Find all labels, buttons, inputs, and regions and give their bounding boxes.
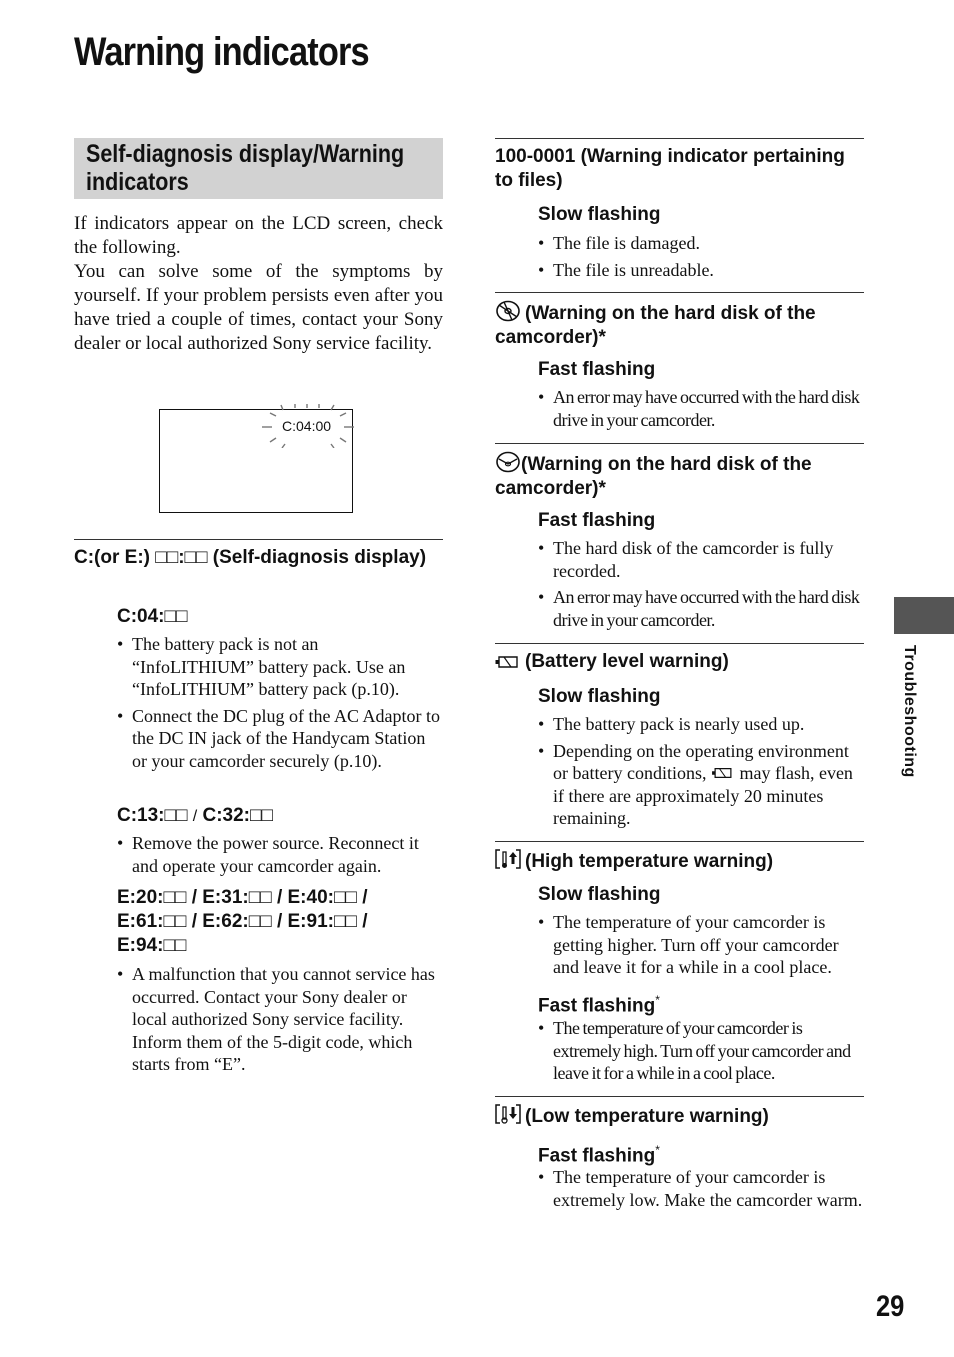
divider — [495, 443, 864, 444]
high-temperature-heading — [495, 848, 864, 874]
e-codes-label — [117, 886, 447, 958]
c13-bullets — [117, 832, 443, 881]
low-temp-fast-label: Fast flashing — [538, 1145, 656, 1167]
high-temperature-icon — [495, 848, 521, 870]
list-item: • The file is damaged. — [538, 232, 864, 255]
e-codes-line: E:61:□□ / E:62:□□ / E:91:□□ / — [117, 911, 368, 932]
battery-sub-heading: Slow flashing — [538, 686, 661, 707]
low-temperature-icon — [495, 1103, 521, 1125]
code-separator: / — [192, 808, 198, 825]
section-title: Self-diagnosis display/Warning indicators — [86, 140, 405, 196]
code-c32: C:32:□□ — [202, 805, 273, 826]
list-item: • A malfunction that you cannot service has occurred. Contact your Sony dealer or local authorized Sony service facility. Inform them of the 5-digit code, which starts from “E”. — [117, 963, 443, 1076]
list-item — [538, 740, 864, 830]
list-item: • Connect the DC plug of the AC Adaptor to the DC IN jack of the Handycam Station or your camcorder securely (p.10). — [117, 705, 443, 773]
hdd-warning-heading — [495, 300, 864, 350]
list-item: • The file is unreadable. — [538, 259, 864, 282]
code-c04-label: C:04:□□ — [117, 606, 188, 627]
list-item: • An error may have occurred with the hard disk drive in your camcorder. — [538, 586, 864, 631]
e-codes-line: E:94:□□ — [117, 935, 187, 956]
hdd-warning-text: (Warning on the hard disk of the camcorder)* — [495, 303, 816, 348]
divider — [495, 1096, 864, 1097]
e-codes-bullets — [117, 963, 443, 1080]
code-c13: C:13:□□ — [117, 805, 188, 826]
battery-empty-icon — [711, 766, 735, 780]
self-diagnosis-heading: C:(or E:) □□:□□ (Self-diagnosis display) — [74, 547, 427, 568]
high-temp-fast-sub-heading — [538, 988, 660, 1018]
hdd-sub-heading: Fast flashing — [538, 359, 656, 380]
files-warning-heading: 100-0001 (Warning indicator pertaining to files) — [495, 146, 845, 191]
c04-bullets — [117, 633, 443, 776]
divider — [495, 138, 864, 139]
low-temperature-heading — [495, 1103, 864, 1129]
hdd-full-sub-heading: Fast flashing — [538, 510, 656, 531]
high-temperature-text: (High temperature warning) — [525, 851, 774, 872]
hard-disk-error-icon — [495, 300, 521, 322]
files-bullets — [538, 232, 864, 285]
battery-note-part-1: Depending on the operating environment or battery conditions, — [553, 740, 849, 783]
divider — [495, 292, 864, 293]
divider — [495, 643, 864, 644]
divider — [74, 539, 443, 540]
asterisk-mark: * — [655, 1143, 660, 1157]
battery-warning-text: (Battery level warning) — [525, 651, 729, 672]
intro-text — [74, 212, 443, 356]
code-c13-label — [117, 804, 273, 829]
files-sub-heading: Slow flashing — [538, 204, 661, 225]
asterisk-mark: * — [655, 993, 660, 1007]
intro-paragraph-1: If indicators appear on the LCD screen, check the following. — [74, 213, 443, 258]
list-item: • The temperature of your camcorder is extremely low. Make the camcorder warm. — [538, 1166, 864, 1211]
list-item: • The temperature of your camcorder is extremely high. Turn off your camcorder and leave it for a while in a cool place. — [538, 1017, 864, 1085]
e-codes-line: E:20:□□ / E:31:□□ / E:40:□□ / — [117, 887, 368, 908]
battery-bullets — [538, 713, 864, 834]
list-item: • The battery pack is nearly used up. — [538, 713, 864, 736]
high-temp-fast-bullets — [538, 1017, 864, 1089]
side-tab-label: Troubleshooting — [901, 645, 918, 778]
hdd-bullets — [538, 386, 864, 435]
divider — [495, 841, 864, 842]
battery-note-part-2: may flash, even if there are approximately 20 minutes remaining. — [553, 763, 853, 828]
battery-warning-heading — [495, 650, 864, 674]
lcd-error-code: C:04:00 — [282, 418, 332, 434]
hard-disk-full-icon — [495, 451, 521, 473]
list-item: • The hard disk of the camcorder is fully recorded. — [538, 537, 864, 582]
high-temp-slow-sub-heading: Slow flashing — [538, 884, 661, 905]
section-header — [74, 138, 443, 199]
list-item: • The battery pack is not an “InfoLITHIUM” battery pack. Use an “InfoLITHIUM” battery pack (p.10). — [117, 633, 443, 701]
page-title: Warning indicators — [74, 30, 369, 74]
hdd-full-bullets — [538, 537, 864, 635]
intro-paragraph-2: You can solve some of the symptoms by yourself. If your problem persists even after you have tried a couple of times, contact your Sony dealer or local authorized Sony service facility. — [74, 261, 443, 354]
high-temp-fast-label: Fast flashing — [538, 995, 656, 1017]
low-temp-fast-sub-heading — [538, 1138, 660, 1168]
list-item: • The temperature of your camcorder is getting higher. Turn off your camcorder and leave it for a while in a cool place. — [538, 911, 864, 979]
page-number: 29 — [876, 1290, 905, 1323]
battery-empty-icon — [495, 654, 521, 670]
side-tab-marker — [894, 597, 954, 634]
list-item: • Remove the power source. Reconnect it and operate your camcorder again. — [117, 832, 443, 877]
low-temperature-text: (Low temperature warning) — [525, 1106, 769, 1127]
list-item: • An error may have occurred with the hard disk drive in your camcorder. — [538, 386, 864, 431]
low-temp-bullets — [538, 1166, 864, 1215]
high-temp-slow-bullets — [538, 911, 864, 983]
hdd-full-warning-text: (Warning on the hard disk of the camcorder)* — [495, 454, 812, 499]
hdd-full-warning-heading — [495, 451, 864, 501]
